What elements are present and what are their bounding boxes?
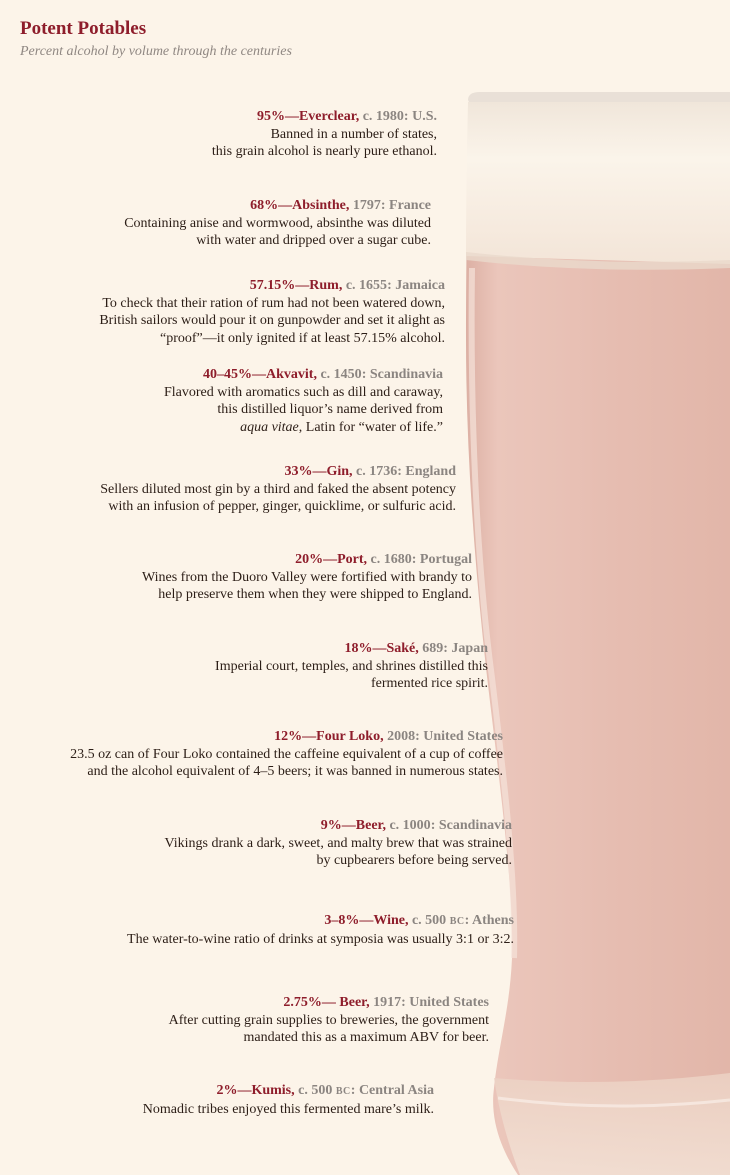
entry-description-line: 23.5 oz can of Four Loko contained the caffeine equivalent of a cup of coffee xyxy=(70,746,503,762)
entry-abv: 9%—Beer, xyxy=(320,818,386,833)
entry-description-line: Banned in a number of states, xyxy=(270,126,437,142)
entry xyxy=(70,728,503,781)
entry-italic-term: aqua vitae xyxy=(240,419,299,435)
entry-description-line: Wines from the Duoro Valley were fortified with brandy to xyxy=(141,569,472,585)
entry-era: c. 1000 xyxy=(389,818,431,833)
entry-era: c. 1736 xyxy=(356,464,398,479)
entry-era: 689 xyxy=(422,641,444,656)
entry-heading xyxy=(99,277,445,295)
entry-heading xyxy=(142,551,472,569)
entry-description-line: Nomadic tribes enjoyed this fermented mare’s milk. xyxy=(142,1101,434,1117)
entry-abv: 95%—Everclear, xyxy=(256,109,360,124)
entry-era: c. 1450 xyxy=(320,367,362,382)
entry-description-line: mandated this as a maximum ABV for beer. xyxy=(243,1030,489,1045)
entry-meta: c. 1450: Scandinavia xyxy=(320,367,443,382)
entry-meta: 1917: United States xyxy=(373,995,489,1010)
entry-meta: c. 1680: Portugal xyxy=(370,552,472,567)
entry-description-tail: , Latin for “water of life.” xyxy=(298,419,443,435)
entry xyxy=(124,197,431,250)
entry-place: U.S. xyxy=(412,109,437,124)
entry xyxy=(99,277,445,347)
entry-meta: c. 500 BC: Central Asia xyxy=(298,1083,434,1098)
entry-heading xyxy=(124,197,431,215)
entry-place: England xyxy=(405,464,456,479)
entry-heading xyxy=(169,994,489,1012)
entry-era-suffix: BC xyxy=(335,1086,351,1097)
entry-description-line: After cutting grain supplies to breweries, the government xyxy=(168,1012,489,1028)
entry-place: Scandinavia xyxy=(369,367,443,382)
entry-era: c. 1655 xyxy=(345,278,388,293)
entry xyxy=(142,551,472,604)
entry xyxy=(212,108,437,161)
entry-abv: 68%—Absinthe, xyxy=(250,198,350,213)
entry-era: 1917 xyxy=(373,995,402,1010)
entry xyxy=(143,1082,434,1118)
entry xyxy=(127,912,514,948)
entry-abv: 33%—Gin, xyxy=(284,464,353,479)
entry-description-line: Sellers diluted most gin by a third and faked the absent potency xyxy=(100,481,456,497)
entry-description-line: Flavored with aromatics such as dill and caraway, xyxy=(163,384,443,400)
entry-era: 2008 xyxy=(387,729,416,744)
entry-heading xyxy=(143,1082,434,1101)
entry-era: c. 1980 xyxy=(362,109,404,124)
entry-description-line: fermented rice spirit. xyxy=(370,676,488,691)
entry-abv: 40–45%—Akvavit, xyxy=(203,367,317,382)
entry-meta: c. 500 BC: Athens xyxy=(411,913,514,928)
entry-meta: 1797: France xyxy=(352,198,431,213)
entry-description-line: “proof”—it only ignited if at least 57.15% alcohol. xyxy=(160,330,445,346)
entry-place: Portugal xyxy=(419,552,472,567)
entry-place: Athens xyxy=(471,913,514,928)
page-subtitle: Percent alcohol by volume through the centuries xyxy=(20,44,292,59)
entry-description-line: British sailors would pour it on gunpowder and set it alight as xyxy=(99,313,445,328)
entry-description-line: Containing anise and wormwood, absinthe was diluted xyxy=(124,215,431,231)
entry-era: c. 500 xyxy=(298,1083,333,1098)
entry-place: United States xyxy=(423,729,503,744)
entry-heading xyxy=(215,640,488,658)
entry-description-line: Vikings drank a dark, sweet, and malty brew that was strained xyxy=(164,835,512,851)
entry-era-suffix: BC xyxy=(449,916,465,927)
entry-heading xyxy=(70,728,503,746)
entry-place: Central Asia xyxy=(358,1083,434,1098)
entry-description-line: The water-to-wine ratio of drinks at symposia was usually 3:1 or 3:2. xyxy=(127,931,514,947)
entry-meta: c. 1655: Jamaica xyxy=(345,278,445,293)
entry-abv: 2.75%— Beer, xyxy=(283,995,370,1010)
entry-abv: 2%—Kumis, xyxy=(216,1083,295,1098)
entry-description-line: Imperial court, temples, and shrines distilled this xyxy=(215,658,488,674)
entry-heading xyxy=(100,463,456,481)
entry xyxy=(169,994,489,1047)
entry-description-line: and the alcohol equivalent of 4–5 beers; it was banned in numerous states. xyxy=(87,764,503,779)
entry-meta: 689: Japan xyxy=(422,641,488,656)
entry-description-line: this grain alcohol is nearly pure ethanol. xyxy=(211,144,437,159)
entry-description-line xyxy=(164,419,443,437)
glass-base xyxy=(494,1073,730,1175)
entry-abv: 18%—Saké, xyxy=(344,641,419,656)
entry-description-line: this distilled liquor’s name derived from xyxy=(217,402,443,417)
entry-abv: 57.15%—Rum, xyxy=(249,278,343,293)
entry xyxy=(164,366,443,436)
entry-meta: c. 1736: England xyxy=(356,464,456,479)
entry-description-line: To check that their ration of rum had not been watered down, xyxy=(102,295,445,311)
entry-description-line: help preserve them when they were shipped to England. xyxy=(158,587,472,602)
entry-description-line: by cupbearers before being served. xyxy=(316,853,512,868)
entry-era: 1797 xyxy=(352,198,381,213)
entry-era: c. 1680 xyxy=(370,552,412,567)
entry-meta: 2008: United States xyxy=(387,729,503,744)
entry-place: Jamaica xyxy=(395,278,445,293)
entry-place: Scandinavia xyxy=(438,818,512,833)
entry-place: United States xyxy=(409,995,489,1010)
entry-description-line: with water and dripped over a sugar cube. xyxy=(196,233,431,248)
entry-heading xyxy=(127,912,514,931)
entry-place: France xyxy=(389,198,431,213)
entry-heading xyxy=(212,108,437,126)
entry-meta: c. 1000: Scandinavia xyxy=(389,818,512,833)
entry-heading xyxy=(164,817,512,835)
entry-abv: 20%—Port, xyxy=(295,552,367,567)
entry-heading xyxy=(164,366,443,384)
entry-abv: 12%—Four Loko, xyxy=(274,729,384,744)
beer-foam xyxy=(466,102,730,264)
entry-meta: c. 1980: U.S. xyxy=(362,109,437,124)
entry xyxy=(164,817,512,870)
entry-abv: 3–8%—Wine, xyxy=(324,913,409,928)
entry-description-line: with an infusion of pepper, ginger, quicklime, or sulfuric acid. xyxy=(108,499,456,514)
entry-place: Japan xyxy=(451,641,488,656)
entry xyxy=(100,463,456,516)
entry xyxy=(215,640,488,693)
page-title: Potent Potables xyxy=(20,18,147,39)
entry-era: c. 500 xyxy=(411,913,447,928)
